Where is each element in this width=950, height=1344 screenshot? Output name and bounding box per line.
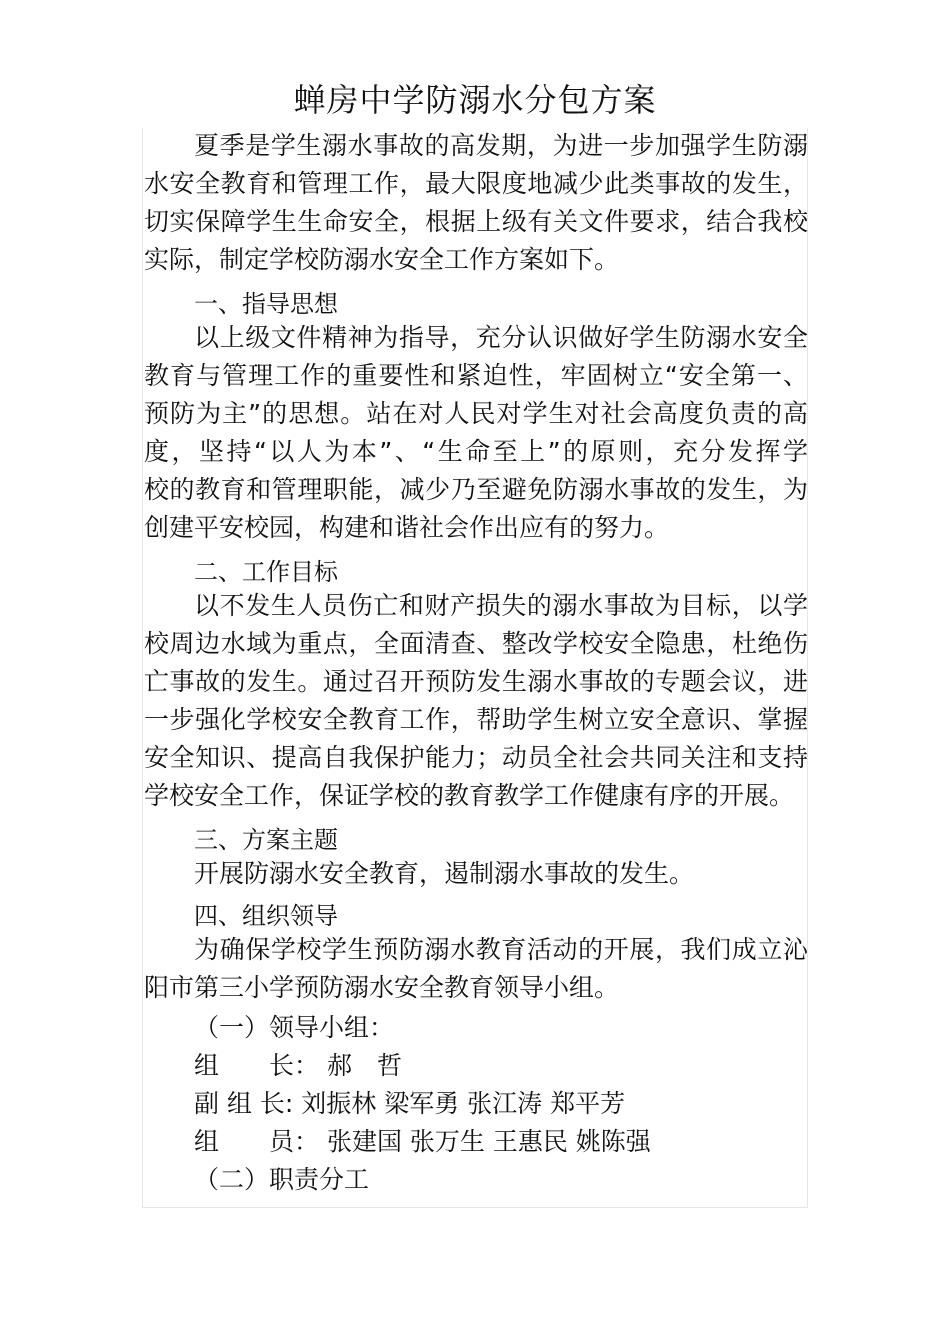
paragraph-goals-line-3: 亡事故的发生。通过召开预防发生溺水事故的专题会议，进 (144, 667, 808, 696)
subheading-duties: （二）职责分工 (194, 1165, 370, 1194)
paragraph-guiding-line-6: 创建平安校园，构建和谐社会作出应有的努力。 (144, 513, 670, 542)
page-title: 蝉房中学防溺水分包方案 (293, 81, 657, 119)
paragraph-intro-line-4: 实际，制定学校防溺水安全工作方案如下。 (144, 245, 620, 274)
member-line-leader: 组 长： 郝 哲 (194, 1051, 402, 1080)
paragraph-organization-line-2: 阳市第三小学预防溺水安全教育领导小组。 (144, 973, 620, 1002)
paragraph-intro-line-1: 夏季是学生溺水事故的高发期，为进一步加强学生防溺 (194, 131, 808, 160)
paragraph-goals-line-4: 一步强化学校安全教育工作，帮助学生树立安全意识、掌握 (144, 705, 808, 734)
paragraph-goals-line-6: 学校安全工作，保证学校的教育教学工作健康有序的开展。 (144, 781, 795, 810)
paragraph-guiding-line-2: 教育与管理工作的重要性和紧迫性，牢固树立“安全第一、 (144, 361, 808, 390)
paragraph-theme-line-1: 开展防溺水安全教育，遏制溺水事故的发生。 (194, 859, 695, 888)
section-heading-guiding-thought: 一、指导思想 (194, 290, 338, 318)
paragraph-guiding-line-5: 校的教育和管理职能，减少乃至避免防溺水事故的发生，为 (144, 475, 808, 504)
paragraph-guiding-line-3: 预防为主”的思想。站在对人民对学生对社会高度负责的高 (144, 399, 808, 428)
section-heading-theme: 三、方案主题 (194, 826, 338, 854)
subheading-leadership-group: （一）领导小组： (194, 1013, 395, 1042)
paragraph-goals-line-1: 以不发生人员伤亡和财产损失的溺水事故为目标，以学 (194, 591, 808, 620)
paragraph-intro-line-2: 水安全教育和管理工作，最大限度地减少此类事故的发生， (144, 169, 808, 198)
member-line-deputy-leaders: 副 组 长: 刘振林 梁军勇 张江涛 郑平芳 (194, 1089, 626, 1118)
member-line-members: 组 员： 张建国 张万生 王惠民 姚陈强 (194, 1127, 651, 1156)
paragraph-guiding-line-1: 以上级文件精神为指导，充分认识做好学生防溺水安全 (194, 323, 808, 352)
paragraph-intro-line-3: 切实保障学生生命安全，根据上级有关文件要求，结合我校 (144, 207, 808, 236)
paragraph-guiding-line-4: 度，坚持“以人为本”、“生命至上”的原则，充分发挥学 (144, 437, 808, 466)
paragraph-goals-line-2: 校周边水域为重点，全面清查、整改学校安全隐患，杜绝伤 (144, 629, 808, 658)
paragraph-goals-line-5: 安全知识、提高自我保护能力；动员全社会共同关注和支持 (144, 743, 808, 772)
paragraph-organization-line-1: 为确保学校学生预防溺水教育活动的开展，我们成立沁 (194, 935, 808, 964)
section-heading-organization: 四、组织领导 (194, 902, 338, 930)
section-heading-work-goals: 二、工作目标 (194, 558, 338, 586)
